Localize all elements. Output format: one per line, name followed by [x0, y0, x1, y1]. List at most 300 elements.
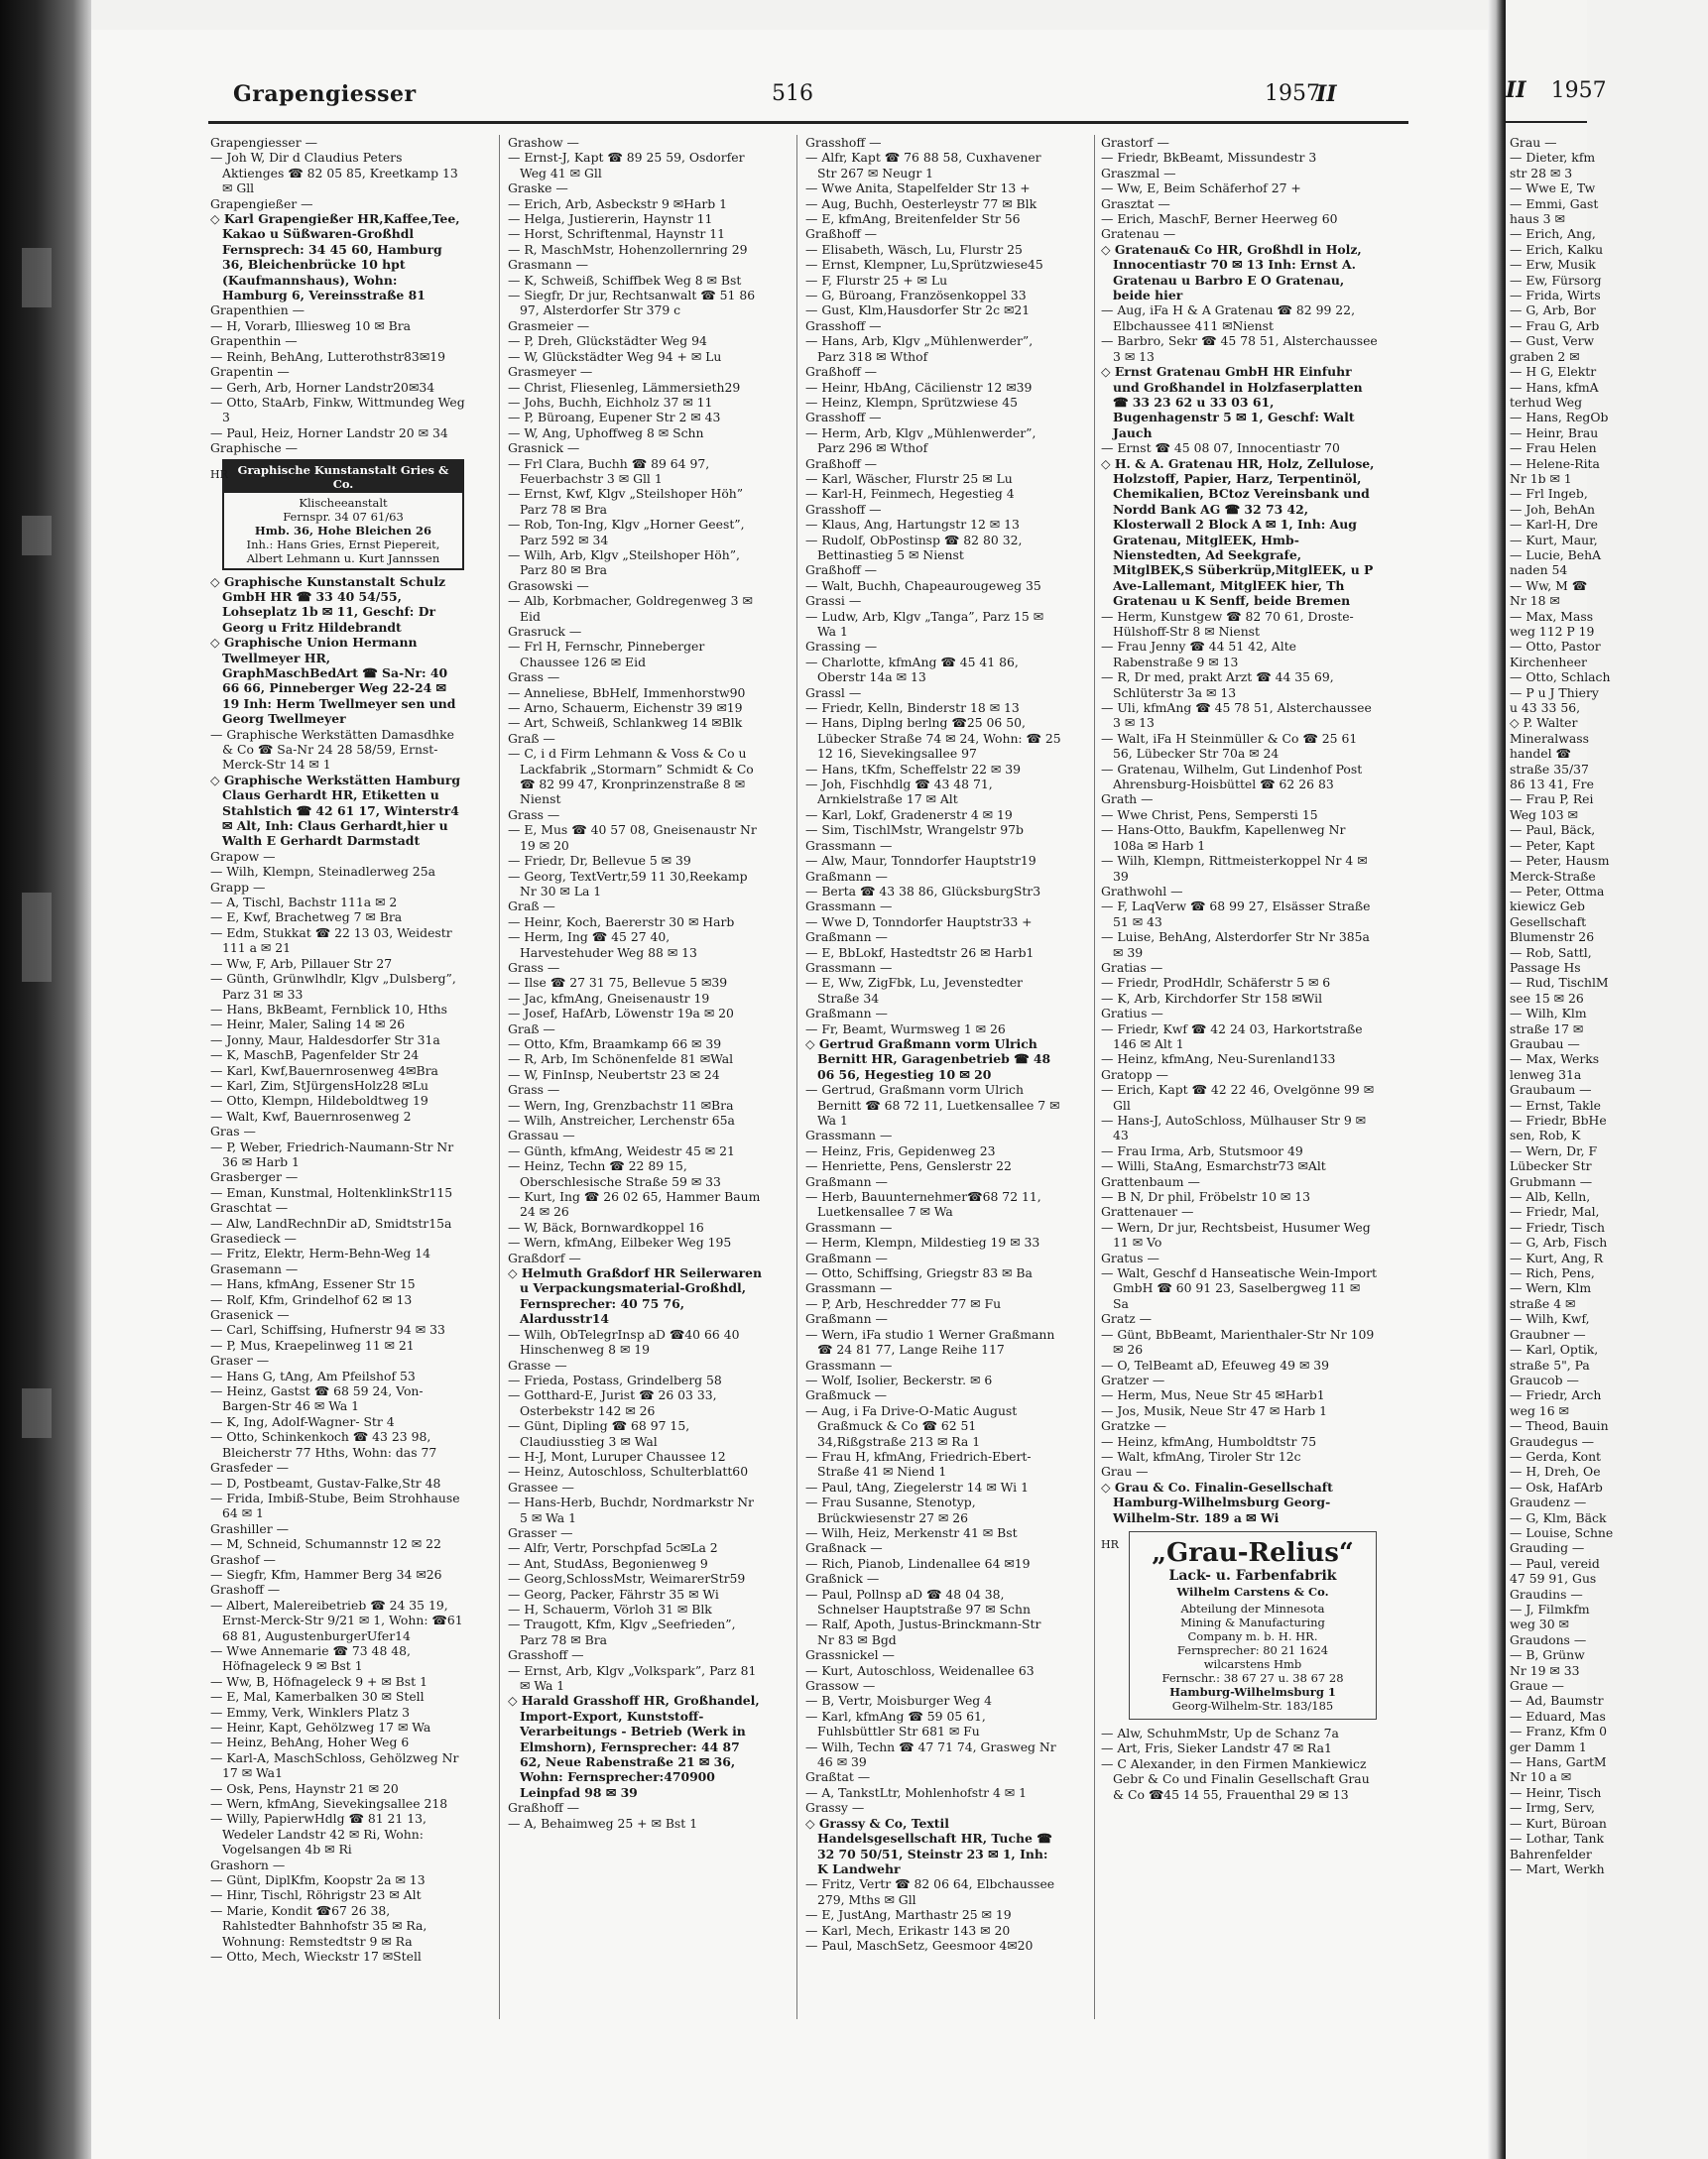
directory-entry: — W, Glückstädter Weg 94 + ✉ Lu	[508, 348, 722, 364]
next-page-entry: — Wern, Dr, F	[1510, 1142, 1598, 1158]
directory-entry: — Sim, TischlMstr, Wrangelstr 97b	[805, 822, 1024, 838]
directory-entry: — E, Mal, Kamerbalken 30 ✉ Stell	[210, 1689, 425, 1705]
surname-heading: Grassy —	[805, 1800, 865, 1816]
next-page-entry: — Friedr, Mal,	[1510, 1204, 1600, 1220]
directory-entry: — Hans, kfmAng, Essener Str 15	[210, 1276, 416, 1292]
directory-entry: — Heinr, HbAng, Cäcilienstr 12 ✉39	[805, 379, 1033, 395]
next-page-entry: Blumenstr 26	[1510, 929, 1595, 945]
directory-entry: — E, kfmAng, Breitenfelder Str 56	[805, 211, 1021, 227]
directory-entry: — Osk, Pens, Haynstr 21 ✉ 20	[210, 1780, 399, 1796]
directory-entry: — Hans G, tAng, Am Pfeilshof 53	[210, 1368, 416, 1383]
next-page-entry: — Rud, TischlM	[1510, 975, 1609, 991]
surname-heading: Grapenthin —	[210, 333, 298, 349]
page-header	[149, 77, 1478, 117]
next-page-entry: — Paul, vereid	[1510, 1555, 1600, 1571]
directory-entry: — B N, Dr phil, Fröbelstr 10 ✉ 13	[1101, 1189, 1311, 1205]
next-page-entry: — Frau Helen	[1510, 440, 1597, 456]
directory-entry: — Frau Irma, Arb, Stutsmoor 49	[1101, 1142, 1303, 1158]
directory-entry: — Carl, Schiffsing, Hufnerstr 94 ✉ 33	[210, 1322, 445, 1338]
next-page-entry: Graubau —	[1510, 1035, 1580, 1051]
surname-heading: Graßmann —	[805, 1311, 888, 1327]
directory-entry: — Alw, Maur, Tonndorfer Hauptstr19	[805, 853, 1037, 869]
directory-entry: — P, Weber, Friedrich-Naumann-Str Nr 36 ✉ Harb 1	[210, 1139, 454, 1169]
surname-heading: Grassnickel —	[805, 1647, 895, 1663]
next-page-entry: — Irmg, Serv,	[1510, 1800, 1595, 1816]
directory-entry: — Hans, Diplng berlng ☎25 06 50, Lübecker Straße 74 ✉ 24, Wohn: ☎ 25 12 16, Sievekingsallee 97	[805, 715, 1061, 762]
surname-heading: Grassmann —	[805, 837, 893, 853]
surname-heading: Grasse —	[508, 1357, 567, 1373]
directory-entry: — F, LaqVerw ☎ 68 99 27, Elsässer Straße 51 ✉ 43	[1101, 899, 1371, 929]
directory-entry: — Ww, E, Beim Schäferhof 27 +	[1101, 180, 1301, 196]
next-page-entry: naden 54	[1510, 562, 1568, 578]
next-page-entry: — Helene-Rita	[1510, 455, 1600, 471]
directory-entry: — H, Schauerm, Vörloh 31 ✉ Blk	[508, 1602, 712, 1617]
surname-heading: Grasser —	[508, 1524, 573, 1540]
book-binding-edge	[0, 0, 91, 2159]
directory-entry: — Graphische Werkstätten Damasdhke & Co ☎ Sa-Nr 24 28 58/59, Ernst-Merck-Str 14 ✉ 1	[210, 726, 454, 773]
next-page-entry: Lübecker Str	[1510, 1158, 1592, 1174]
surname-heading: Grasmeier —	[508, 317, 590, 333]
next-page-entry: ger Damm 1	[1510, 1739, 1587, 1754]
directory-entry: — Heinz, BehAng, Hoher Weg 6	[210, 1735, 410, 1750]
column-divider	[796, 135, 797, 2019]
next-page-entry: — Ernst, Takle	[1510, 1097, 1601, 1113]
directory-entry: — Georg,SchlossMstr, WeimarerStr59	[508, 1571, 746, 1587]
directory-entry: — K, Ing, Adolf-Wagner- Str 4	[210, 1413, 395, 1429]
next-page-entry: 86 13 41, Fre	[1510, 777, 1594, 792]
surname-heading: Grassing —	[805, 639, 878, 655]
surname-heading: Grashow —	[508, 135, 579, 150]
directory-entry: — W, Bäck, Bornwardkoppel 16	[508, 1219, 704, 1235]
directory-entry: ◇ Grau & Co. Finalin-Gesellschaft Hamburg-Wilhelmsburg Georg-Wilhelm-Str. 189 a ✉ Wi	[1101, 1479, 1333, 1525]
directory-entry: — Gertrud, Graßmann vorm Ulrich Bernitt ☎ 68 72 11, Luetkensallee 7 ✉ Wa 1	[805, 1082, 1060, 1128]
next-page-entry: — Heinr, Brau	[1510, 424, 1599, 440]
directory-entry: — Jonny, Maur, Haldesdorfer Str 31a	[210, 1031, 440, 1047]
next-year: 1957	[1550, 78, 1607, 103]
next-page-entry: — Heinr, Tisch	[1510, 1784, 1602, 1800]
surname-heading: Grapenthien —	[210, 302, 305, 318]
surname-heading: Grapengiesser —	[210, 135, 317, 150]
surname-heading: Gratzke —	[1101, 1418, 1166, 1434]
surname-heading: Grasnick —	[508, 440, 580, 456]
surname-heading: Grassmann —	[805, 959, 893, 975]
directory-entry: — H-J, Mont, Luruper Chaussee 12	[508, 1448, 726, 1464]
directory-entry: — Wwe D, Tonndorfer Hauptstr33 +	[805, 913, 1033, 929]
directory-entry: — Herm, Arb, Klgv „Mühlenwerder”, Parz 296 ✉ Wthof	[805, 424, 1037, 456]
directory-entry: — Wilh, Arb, Klgv „Steilshoper Höh”, Parz 80 ✉ Bra	[508, 546, 740, 578]
surname-heading: Graschtat —	[210, 1200, 289, 1216]
directory-entry: — Christ, Fliesenleg, Lämmersieth29	[508, 379, 741, 395]
directory-entry: — M, Schneid, Schumannstr 12 ✉ 22	[210, 1536, 441, 1552]
directory-entry: — Herm, Mus, Neue Str 45 ✉Harb1	[1101, 1387, 1325, 1403]
directory-entry: — Kurt, Ing ☎ 26 02 65, Hammer Baum 24 ✉ 26	[508, 1189, 761, 1220]
directory-entry: — Heinr, Kapt, Gehölzweg 17 ✉ Wa	[210, 1720, 431, 1735]
directory-entry: — E, Ww, ZigFbk, Lu, Jevenstedter Straße 34	[805, 975, 1023, 1006]
directory-entry: — Hans-Herb, Buchdr, Nordmarkstr Nr 5 ✉ Wa 1	[508, 1495, 754, 1525]
column-divider	[499, 135, 500, 2019]
next-page-entry: terhud Weg	[1510, 394, 1583, 410]
surname-heading: Grasruck —	[508, 624, 582, 639]
directory-entry: — O, TelBeamt aD, Efeuweg 49 ✉ 39	[1101, 1357, 1330, 1373]
ad-company: Wilhelm Carstens & Co.	[1176, 1584, 1329, 1599]
next-page-entry: weg 30 ✉	[1510, 1617, 1569, 1632]
directory-entry: — Helga, Justiererin, Haynstr 11	[508, 211, 713, 227]
directory-entry: — Kurt, Autoschloss, Weidenallee 63	[805, 1662, 1035, 1678]
next-header-rule	[1506, 121, 1587, 123]
next-page-entry: — Theod, Bauin	[1510, 1418, 1609, 1434]
directory-entry: — Art, Schweiß, Schlankweg 14 ✉Blk	[508, 715, 743, 731]
next-page-entry: — Max, Werks	[1510, 1051, 1600, 1067]
surname-heading: Gratzer —	[1101, 1372, 1165, 1387]
directory-entry: — C, i d Firm Lehmann & Voss & Co u Lackfabrik „Stormarn” Schmidt & Co ☎ 82 99 47, Kronprinzenstraße 8 ✉ Nienst	[508, 746, 754, 807]
next-page-entry: — Frau G, Arb	[1510, 317, 1600, 333]
directory-entry: — Friedr, BkBeamt, Missundestr 3	[1101, 150, 1317, 166]
next-page-entry: — Wilh, Klm	[1510, 1006, 1587, 1021]
directory-entry: — Herm, Klempn, Mildestieg 19 ✉ 33	[805, 1235, 1040, 1251]
directory-entry: — Fr, Beamt, Wurmsweg 1 ✉ 26	[805, 1020, 1006, 1036]
next-page-entry: Graucob —	[1510, 1372, 1579, 1387]
directory-entry: — Walt, Kwf, Bauernrosenweg 2	[210, 1108, 412, 1124]
directory-entry: — Joh W, Dir d Claudius Peters Aktienges ☎ 82 05 85, Kreetkamp 13 ✉ Gll	[210, 150, 458, 196]
directory-entry: — Rob, Ton-Ing, Klgv „Horner Geest”, Parz 592 ✉ 34	[508, 517, 745, 547]
directory-entry: — Aug, i Fa Drive-O-Matic August Graßmuck & Co ☎ 62 51 34,Rißgstraße 213 ✉ Ra 1	[805, 1402, 1018, 1449]
next-page-entry: — J, Filmkfm	[1510, 1602, 1590, 1617]
surname-heading: Grasshoff —	[805, 317, 882, 333]
next-page-entry: — G, Arb, Fisch	[1510, 1235, 1608, 1251]
directory-entry: ◇ Karl Grapengießer HR,Kaffee,Tee, Kakao u Süßwaren-Großhdl Fernsprech: 34 45 60, Hamburg 36, Bleichenbrücke 10 hpt (Kaufmannshaus), Wohn: Hamburg 6, Vereinsstraße 81	[210, 211, 460, 303]
next-page-entry: — Friedr, Arch	[1510, 1387, 1602, 1403]
next-page-entry: — Alb, Kelln,	[1510, 1189, 1591, 1205]
next-page-entry: — G, Arb, Bor	[1510, 302, 1596, 318]
directory-entry: — Karl, Zim, StJürgensHolz28 ✉Lu	[210, 1077, 428, 1093]
directory-entry: — W, Ang, Uphoffweg 8 ✉ Schn	[508, 424, 704, 440]
directory-entry: — Herm, Ing ☎ 45 27 40, Harvestehuder Weg 88 ✉ 13	[508, 929, 697, 960]
header-year: 1957	[1265, 81, 1320, 106]
directory-entry: — Karl, Kwf,Bauernrosenweg 4✉Bra	[210, 1062, 438, 1078]
directory-entry: — Alb, Korbmacher, Goldregenweg 3 ✉ Eid	[508, 593, 753, 624]
directory-entry: — Anneliese, BbHelf, Immenhorstw90	[508, 684, 746, 700]
directory-entry: — Paul, MaschSetz, Geesmoor 4✉20	[805, 1937, 1034, 1953]
next-page-entry: — Lothar, Tank	[1510, 1831, 1604, 1847]
ad-line: Fernschr.: 38 67 27 u. 38 67 28	[1161, 1670, 1344, 1685]
surname-heading: Grashiller —	[210, 1520, 290, 1536]
directory-entry: — Charlotte, kfmAng ☎ 45 41 86, Oberstr 14a ✉ 13	[805, 654, 1019, 685]
directory-entry: — G, Büroang, Französenkoppel 33	[805, 288, 1027, 303]
directory-entry: — P, Büroang, Eupener Str 2 ✉ 43	[508, 410, 721, 425]
surname-heading: Grassmann —	[805, 1219, 893, 1235]
next-page-entry: handel ☎	[1510, 746, 1571, 762]
directory-entry: — R, Arb, Im Schönenfelde 81 ✉Wal	[508, 1051, 734, 1067]
surname-heading: Grassau —	[508, 1128, 575, 1143]
next-page-entry: Gesellschaft	[1510, 913, 1587, 929]
surname-heading: Grasshoff —	[508, 1647, 584, 1663]
directory-entry: — Friedr, Dr, Bellevue 5 ✉ 39	[508, 853, 691, 869]
directory-entry: — Ilse ☎ 27 31 75, Bellevue 5 ✉39	[508, 975, 728, 991]
ad-line: Fernsprecher: 80 21 1624	[1176, 1642, 1329, 1657]
surname-heading: Graßdorf —	[508, 1250, 581, 1265]
directory-entry: — Günth, Grünwlhdlr, Klgv „Dulsberg”, Parz 31 ✉ 33	[210, 971, 456, 1002]
surname-heading: Grassmann —	[805, 1128, 893, 1143]
directory-entry: — Heinz, Fris, Gepidenweg 23	[805, 1142, 996, 1158]
surname-heading: Graßhoff —	[508, 1800, 580, 1816]
directory-entry: — Ernst, Arb, Klgv „Volkspark”, Parz 81 ✉ Wa 1	[508, 1662, 757, 1694]
directory-entry: — Klaus, Ang, Hartungstr 12 ✉ 13	[805, 517, 1020, 533]
box-head: Graphische Kunstanstalt Gries & Co.	[224, 461, 462, 493]
directory-entry: — Otto, Mech, Wieckstr 17 ✉Stell	[210, 1949, 422, 1965]
next-page-entry: straße 5", Pa	[1510, 1357, 1590, 1373]
directory-entry: — Hans-J, AutoSchloss, Mülhauser Str 9 ✉ 43	[1101, 1113, 1367, 1143]
directory-entry: — Ludw, Arb, Klgv „Tanga”, Parz 15 ✉ Wa 1	[805, 608, 1044, 639]
directory-entry: ◇ Helmuth Graßdorf HR Seilerwaren u Verpackungsmaterial-Großhdl, Fernsprecher: 40 75 76, Alardusstr14	[508, 1265, 763, 1327]
next-page-entry: — Ew, Fürsorg	[1510, 272, 1602, 288]
surname-heading: Grashoff —	[210, 1582, 281, 1598]
surname-heading: Grath —	[1101, 791, 1154, 807]
directory-entry: — F, Flurstr 25 + ✉ Lu	[805, 272, 948, 288]
next-page-entry: — Kurt, Büroan	[1510, 1815, 1607, 1831]
directory-entry: — Reinh, BehAng, Lutterothstr83✉19	[210, 348, 445, 364]
next-page-entry: — Gust, Verw	[1510, 333, 1595, 349]
surname-heading: Graß —	[508, 899, 555, 914]
directory-entry: — Edm, Stukkat ☎ 22 13 03, Weidestr 111 a ✉ 21	[210, 924, 452, 956]
directory-entry: — Ww, B, Höfnageleck 9 + ✉ Bst 1	[210, 1673, 427, 1689]
surname-heading: Grapp —	[210, 879, 266, 895]
next-page-entry: Grauding —	[1510, 1540, 1585, 1556]
next-page-entry: Graudegus —	[1510, 1433, 1595, 1449]
box-line: Klischeeanstalt	[299, 495, 388, 510]
surname-heading: Grass —	[508, 806, 560, 822]
directory-entry: — E, JustAng, Marthastr 25 ✉ 19	[805, 1907, 1012, 1923]
next-page-entry: Nr 19 ✉ 33	[1510, 1662, 1580, 1678]
surname-heading: Grasmann —	[508, 257, 588, 273]
directory-entry: — Marie, Kondit ☎67 26 38, Rahlstedter Bahnhofstr 35 ✉ Ra, Wohnung: Remstedtstr 9 ✉ Ra	[210, 1902, 427, 1949]
surname-heading: Graß —	[508, 1020, 555, 1036]
surname-heading: Grattenbaum —	[1101, 1173, 1200, 1189]
directory-entry: — Berta ☎ 43 38 86, GlücksburgStr3	[805, 883, 1041, 899]
directory-entry: — A, Behaimweg 25 + ✉ Bst 1	[508, 1815, 698, 1831]
surname-heading: Graszmal —	[1101, 165, 1176, 180]
next-page-entry: — Kurt, Maur,	[1510, 532, 1598, 547]
surname-heading: Graß —	[508, 730, 555, 746]
next-volume: II	[1506, 77, 1526, 103]
surname-heading: Graßmann —	[805, 929, 888, 945]
directory-entry: — A, TankstLtr, Mohlenhofstr 4 ✉ 1	[805, 1784, 1027, 1800]
next-page-entry: — Peter, Hausm	[1510, 853, 1610, 869]
next-page-entry: — Ww, M ☎	[1510, 577, 1588, 593]
directory-entry: — Heinz, Techn ☎ 22 89 15, Oberschlesische Straße 59 ✉ 33	[508, 1158, 721, 1189]
next-page-entry: str 28 ✉ 3	[1510, 165, 1573, 180]
surname-heading: Graser —	[210, 1353, 270, 1369]
surname-heading: Grassow —	[805, 1678, 876, 1694]
next-page-entry: — H, Dreh, Oe	[1510, 1464, 1601, 1480]
header-volume: II	[1316, 81, 1337, 107]
directory-entry: — Walt, Buchh, Chapeaurougeweg 35	[805, 577, 1041, 593]
column-2	[508, 135, 764, 2029]
surname-heading: Gratius —	[1101, 1006, 1163, 1021]
next-page-entry: — Louise, Schne	[1510, 1524, 1614, 1540]
next-page-entry: — Hans, RegOb	[1510, 410, 1609, 425]
surname-heading: Grasmeyer —	[508, 364, 593, 380]
directory-entry: ◇ Harald Grasshoff HR, Großhandel, Import-Export, Kunststoff-Verarbeitungs - Betrieb (Werk in Elmshorn), Fernsprecher: 44 87 62, Neue Rabenstraße 21 ✉ 36, Wohn: Fernsprecher:470900 Leinpfad 98 ✉ 39	[508, 1693, 760, 1800]
surname-heading: Grastorf —	[1101, 135, 1169, 150]
next-page-entry: — Wern, Klm	[1510, 1280, 1592, 1296]
directory-entry: — Heinz, Autoschloss, Schulterblatt60	[508, 1464, 749, 1480]
surname-heading: Graßmann —	[805, 1006, 888, 1021]
next-page-entry: — Karl, Optik,	[1510, 1342, 1599, 1358]
column-divider	[1094, 135, 1095, 2019]
surname-heading: Graske —	[508, 180, 568, 196]
box-hr-mark: HR	[210, 467, 228, 481]
next-page-entry: — Frl Ingeb,	[1510, 486, 1588, 502]
next-page-entry: straße 35/37	[1510, 761, 1589, 777]
next-page-entry: — Peter, Ottma	[1510, 883, 1605, 899]
next-page-entry: — Hans, GartM	[1510, 1754, 1607, 1770]
directory-entry: — Heinz, Gastst ☎ 68 59 24, Von-Bargen-Str 46 ✉ Wa 1	[210, 1383, 424, 1414]
directory-entry: — Fritz, Vertr ☎ 82 06 64, Elbchaussee 279, Mths ✉ Gll	[805, 1876, 1055, 1907]
surname-heading: Graßhoff —	[805, 455, 878, 471]
directory-entry: — Aug, Buchh, Oesterleystr 77 ✉ Blk	[805, 195, 1037, 211]
surname-heading: Graßnack —	[805, 1540, 883, 1556]
directory-entry: — Jos, Musik, Neue Str 47 ✉ Harb 1	[1101, 1402, 1328, 1418]
next-page-entry: — Otto, Pastor	[1510, 639, 1601, 655]
surname-heading: Gratz —	[1101, 1311, 1153, 1327]
next-page-entry: Nr 18 ✉	[1510, 593, 1560, 609]
directory-entry: — Walt, iFa H Steinmüller & Co ☎ 25 61 56, Lübecker Str 70a ✉ 24	[1101, 730, 1358, 762]
directory-entry: — Gotthard-E, Jurist ☎ 26 03 33, Osterbekstr 142 ✉ 26	[508, 1387, 717, 1418]
graphische-kunstanstalt-ad	[222, 459, 464, 570]
next-page-entry: — Hans, kfmA	[1510, 379, 1599, 395]
directory-entry: ◇ Graphische Kunstanstalt Schulz GmbH HR ☎ 33 40 54/55, Lohseplatz 1b ✉ 11, Geschf: Dr Georg u Fritz Hildebrandt	[210, 573, 446, 635]
surname-heading: Graphische —	[210, 440, 299, 456]
directory-entry: — Karl-H, Feinmech, Hegestieg 4	[805, 486, 1015, 502]
directory-entry: — Ernst, Kwf, Klgv „Steilshoper Höh” Parz 78 ✉ Bra	[508, 486, 744, 517]
directory-entry: — Günt, BbBeamt, Marienthaler-Str Nr 109 ✉ 26	[1101, 1326, 1375, 1358]
surname-heading: Grass —	[508, 669, 560, 685]
next-page-entry: Graudons —	[1510, 1631, 1587, 1647]
directory-entry: — Rudolf, ObPostinsp ☎ 82 80 32, Bettinastieg 5 ✉ Nienst	[805, 532, 1023, 562]
directory-entry: — Heinz, Klempn, Sprützwiese 45	[805, 394, 1019, 410]
directory-entry: — Georg, Packer, Fährstr 35 ✉ Wi	[508, 1586, 719, 1602]
next-page-entry: Bahrenfelder	[1510, 1846, 1592, 1861]
next-page-entry: — Erich, Kalku	[1510, 241, 1604, 257]
directory-entry: — Alw, SchuhmMstr, Up de Schanz 7a	[1101, 1725, 1339, 1740]
ad-hr-mark: HR	[1101, 1537, 1119, 1551]
next-page-entry: Graudenz —	[1510, 1495, 1587, 1510]
surname-heading: Graßmann —	[805, 1173, 888, 1189]
directory-entry: — Friedr, ProdHdlr, Schäferstr 5 ✉ 6	[1101, 975, 1331, 991]
directory-entry: — Alw, LandRechnDir aD, Smidtstr15a	[210, 1215, 452, 1231]
surname-heading: Graßmann —	[805, 868, 888, 884]
next-page-entry: — B, Grünw	[1510, 1647, 1585, 1663]
directory-entry: — Frau Susanne, Stenotyp, Brückwiesenstr 27 ✉ 26	[805, 1495, 976, 1525]
directory-entry: — Wilh, Anstreicher, Lerchenstr 65a	[508, 1113, 735, 1128]
surname-heading: Grassmann —	[805, 1357, 893, 1373]
directory-entry: — K, MaschB, Pagenfelder Str 24	[210, 1047, 420, 1063]
surname-heading: Grau —	[1101, 1464, 1149, 1480]
directory-entry: — Wern, kfmAng, Sievekingsallee 218	[210, 1796, 448, 1812]
directory-entry: — Wern, kfmAng, Eilbeker Weg 195	[508, 1235, 732, 1251]
directory-entry: — Horst, Schriftenmal, Haynstr 11	[508, 226, 726, 242]
directory-entry: — Gust, Klm,Hausdorfer Str 2c ✉21	[805, 302, 1031, 318]
directory-entry: — Hans, BkBeamt, Fernblick 10, Hths	[210, 1001, 447, 1017]
surname-heading: Graßhoff —	[805, 562, 878, 578]
directory-entry: — Frau Jenny ☎ 44 51 42, Alte Rabenstraße 9 ✉ 13	[1101, 639, 1297, 669]
surname-heading: Gratenau —	[1101, 226, 1176, 242]
page-number: 516	[772, 81, 813, 106]
surname-heading: Grassmann —	[805, 899, 893, 914]
directory-entry: — Jac, kfmAng, Gneisenaustr 19	[508, 990, 710, 1006]
directory-entry: ◇ Gertrud Graßmann vorm Ulrich Bernitt HR, Garagenbetrieb ☎ 48 06 56, Hegestieg 10 ✉ 20	[805, 1035, 1051, 1082]
directory-entry: — A, Tischl, Bachstr 111a ✉ 2	[210, 895, 398, 910]
next-page-entry: Grubmann —	[1510, 1173, 1593, 1189]
directory-entry: — Wilh, Klempn, Steinadlerweg 25a	[210, 864, 435, 880]
directory-entry: — D, Postbeamt, Gustav-Falke,Str 48	[210, 1475, 441, 1491]
surname-heading: Grasenick —	[210, 1307, 290, 1323]
surname-heading: Graßhoff —	[805, 364, 878, 380]
ad-title: „Grau-Relius“	[1152, 1537, 1354, 1568]
next-page-entry: ◇ P. Walter	[1510, 715, 1578, 731]
directory-entry: — Uli, kfmAng ☎ 45 78 51, Alsterchaussee 3 ✉ 13	[1101, 700, 1372, 731]
next-page-entry: — Osk, HafArb	[1510, 1479, 1603, 1495]
directory-entry: — Albert, Malereibetrieb ☎ 24 35 19, Ernst-Merck-Str 9/21 ✉ 1, Wohn: ☎61 68 81, AugustenburgerUfer14	[210, 1597, 463, 1643]
next-page-entry: Passage Hs	[1510, 959, 1581, 975]
directory-entry: — R, Dr med, prakt Arzt ☎ 44 35 69, Schlüterstr 3a ✉ 13	[1101, 669, 1334, 700]
next-page-column	[1510, 135, 1708, 1876]
surname-heading: Grasfeder —	[210, 1460, 290, 1476]
surname-heading: Grasowski —	[508, 577, 589, 593]
directory-entry: — Herm, Kunstgew ☎ 82 70 61, Droste-Hülshoff-Str 8 ✉ Nienst	[1101, 608, 1354, 639]
next-page-entry: weg 16 ✉	[1510, 1402, 1569, 1418]
directory-entry: — Karl, Wäscher, Flurstr 25 ✉ Lu	[805, 470, 1013, 486]
directory-entry: — Rolf, Kfm, Grindelhof 62 ✉ 13	[210, 1291, 413, 1307]
directory-entry: — Wern, iFa studio 1 Werner Graßmann ☎ 24 81 77, Lange Reihe 117	[805, 1326, 1055, 1358]
directory-entry: — Hans, tKfm, Scheffelstr 22 ✉ 39	[805, 761, 1022, 777]
next-page-entry: — Erw, Musik	[1510, 257, 1596, 273]
directory-entry: — Erich, MaschF, Berner Heerweg 60	[1101, 211, 1338, 227]
directory-entry: — Alfr, Vertr, Porschpfad 5c✉La 2	[508, 1540, 718, 1556]
directory-entry: — Walt, kfmAng, Tiroler Str 12c	[1101, 1448, 1301, 1464]
ad-line: wilcarstens Hmb	[1203, 1656, 1302, 1671]
directory-entry: — E, Mus ☎ 40 57 08, Gneisenaustr Nr 19 ✉ 20	[508, 822, 757, 853]
directory-entry: — Wilh, Techn ☎ 47 71 74, Grasweg Nr 46 ✉ 39	[805, 1739, 1056, 1770]
directory-entry: — Fritz, Elektr, Herm-Behn-Weg 14	[210, 1246, 431, 1261]
directory-entry: — W, FinInsp, Neubertstr 23 ✉ 24	[508, 1066, 720, 1082]
next-page-entry: haus 3 ✉	[1510, 211, 1565, 227]
grau-relius-ad	[1129, 1531, 1377, 1720]
directory-entry: — Friedr, Kwf ☎ 42 24 03, Harkortstraße 146 ✉ Alt 1	[1101, 1020, 1363, 1051]
next-page-entry: — Eduard, Mas	[1510, 1708, 1606, 1724]
next-page-entry: — Friedr, BbHe	[1510, 1113, 1607, 1128]
directory-entry: — P, Dreh, Glückstädter Weg 94	[508, 333, 707, 349]
next-page-edge	[1506, 0, 1614, 2159]
directory-entry: — Otto, Kfm, Braamkamp 66 ✉ 39	[508, 1035, 722, 1051]
directory-entry: ◇ Gratenau& Co HR, Großhdl in Holz, Innocentiastr 70 ✉ 13 Inh: Ernst A. Gratenau u Barbro E O Gratenau, beide hier	[1101, 241, 1362, 303]
directory-entry: — Luise, BehAng, Alsterdorfer Str Nr 385a ✉ 39	[1101, 929, 1370, 960]
next-page-entry: Kirchenheer	[1510, 654, 1587, 669]
surname-heading: Grassi —	[805, 593, 862, 609]
next-page-entry: Nr 1b ✉ 1	[1510, 470, 1572, 486]
ad-line: Company m. b. H. HR.	[1187, 1628, 1318, 1643]
directory-entry: ◇ Graphische Werkstätten Hamburg Claus Gerhardt HR, Etiketten u Stahlstich ☎ 42 61 17, Winterstr4 ✉ Alt, Inh: Claus Gerhardt,hier u Walth E Gerhardt Darmstadt	[210, 772, 461, 849]
directory-entry: — Ernst ☎ 45 08 07, Innocentiastr 70	[1101, 440, 1340, 456]
box-line: Fernspr. 34 07 61/63	[283, 509, 404, 524]
surname-heading: Grasshoff —	[805, 501, 882, 517]
directory-entry: — Eman, Kunstmal, HoltenklinkStr115	[210, 1184, 453, 1200]
directory-entry: — Arno, Schauerm, Eichenstr 39 ✉19	[508, 700, 743, 716]
surname-heading: Grasberger —	[210, 1169, 299, 1185]
directory-entry: — Wilh, Heiz, Merkenstr 41 ✉ Bst	[805, 1524, 1018, 1540]
column-4	[1101, 135, 1379, 2029]
directory-entry: — Traugott, Kfm, Klgv „Seefrieden”, Parz 78 ✉ Bra	[508, 1617, 736, 1647]
